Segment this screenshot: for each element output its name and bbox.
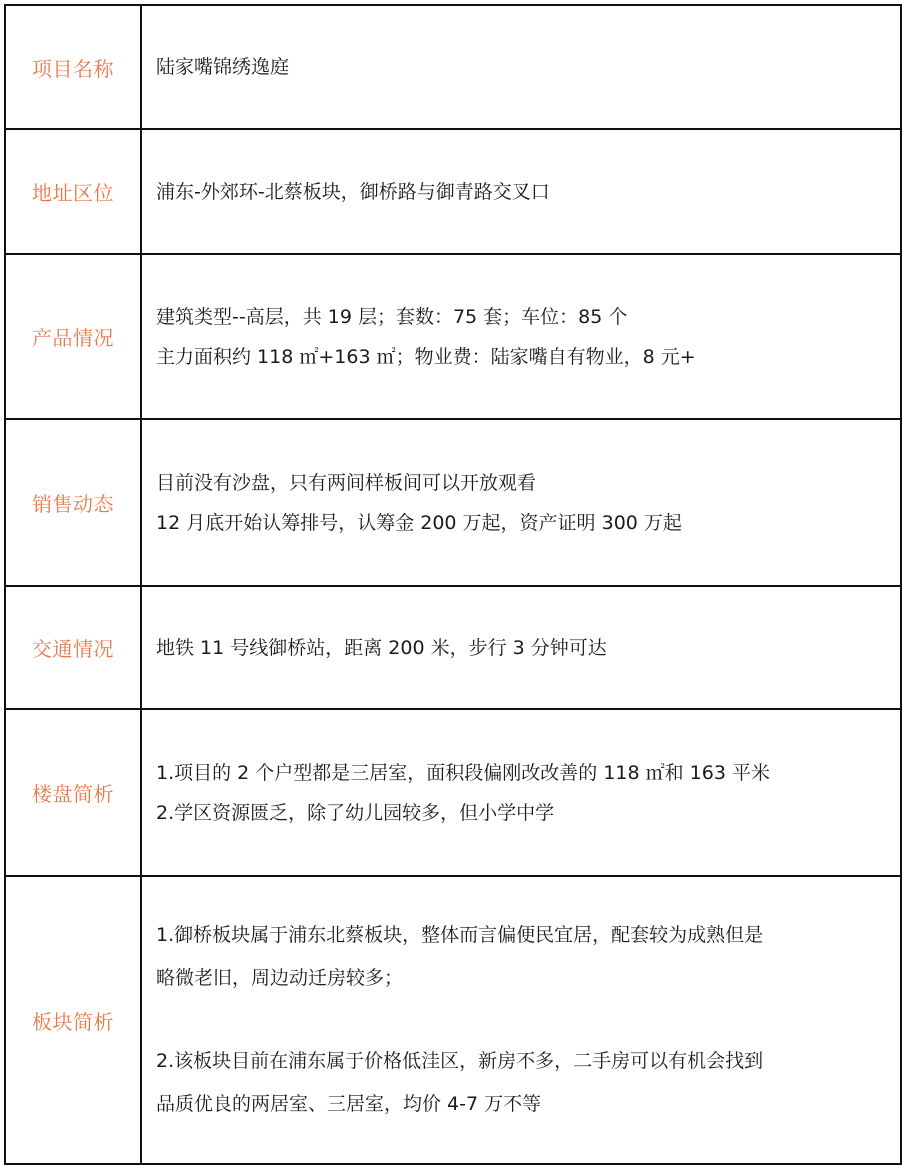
row-content	[141, 709, 901, 876]
row-content	[141, 419, 901, 586]
content-line: 12 月底开始认筹排号，认筹金 200 万起，资产证明 300 万起	[156, 511, 682, 534]
content-line: 建筑类型--高层，共 19 层；套数：75 套；车位：85 个	[156, 305, 628, 328]
content-line: 1.项目的 2 个户型都是三居室，面积段偏刚改改善的 118 ㎡和 163 平米	[156, 761, 770, 784]
row-label: 楼盘简析	[5, 709, 141, 876]
content-line: 地铁 11 号线御桥站，距离 200 米，步行 3 分钟可达	[156, 636, 607, 659]
row-content	[141, 876, 901, 1164]
content-line: 品质优良的两居室、三居室，均价 4-7 万不等	[156, 1093, 542, 1115]
row-label: 交通情况	[5, 586, 141, 709]
row-address	[5, 129, 901, 254]
content-line: 主力面积约 118 ㎡+163 ㎡；物业费：陆家嘴自有物业，8 元+	[156, 345, 696, 368]
row-label: 销售动态	[5, 419, 141, 586]
content-line: 浦东-外郊环-北蔡板块，御桥路与御青路交叉口	[156, 180, 550, 203]
row-label: 地址区位	[5, 129, 141, 254]
row-content	[141, 5, 901, 129]
content-line: 2.该板块目前在浦东属于价格低洼区，新房不多，二手房可以有机会找到	[156, 1050, 764, 1072]
row-label: 项目名称	[5, 5, 141, 129]
row-content	[141, 254, 901, 419]
row-sales	[5, 419, 901, 586]
row-project-name	[5, 5, 901, 129]
content-line: 1.御桥板块属于浦东北蔡板块，整体而言偏便民宜居，配套较为成熟但是	[156, 924, 764, 946]
row-label: 产品情况	[5, 254, 141, 419]
row-transport	[5, 586, 901, 709]
content-line: 陆家嘴锦绣逸庭	[156, 56, 290, 78]
row-content	[141, 129, 901, 254]
row-label: 板块简析	[5, 876, 141, 1164]
row-area-analysis	[5, 876, 901, 1164]
content-line: 略微老旧，周边动迁房较多；	[156, 967, 404, 989]
blank-line	[156, 1000, 886, 1040]
row-project-analysis	[5, 709, 901, 876]
row-product	[5, 254, 901, 419]
content-line: 2.学区资源匮乏，除了幼儿园较多，但小学中学	[156, 801, 555, 824]
property-info-table	[4, 4, 902, 1165]
row-content	[141, 586, 901, 709]
content-line: 目前没有沙盘，只有两间样板间可以开放观看	[156, 471, 537, 494]
